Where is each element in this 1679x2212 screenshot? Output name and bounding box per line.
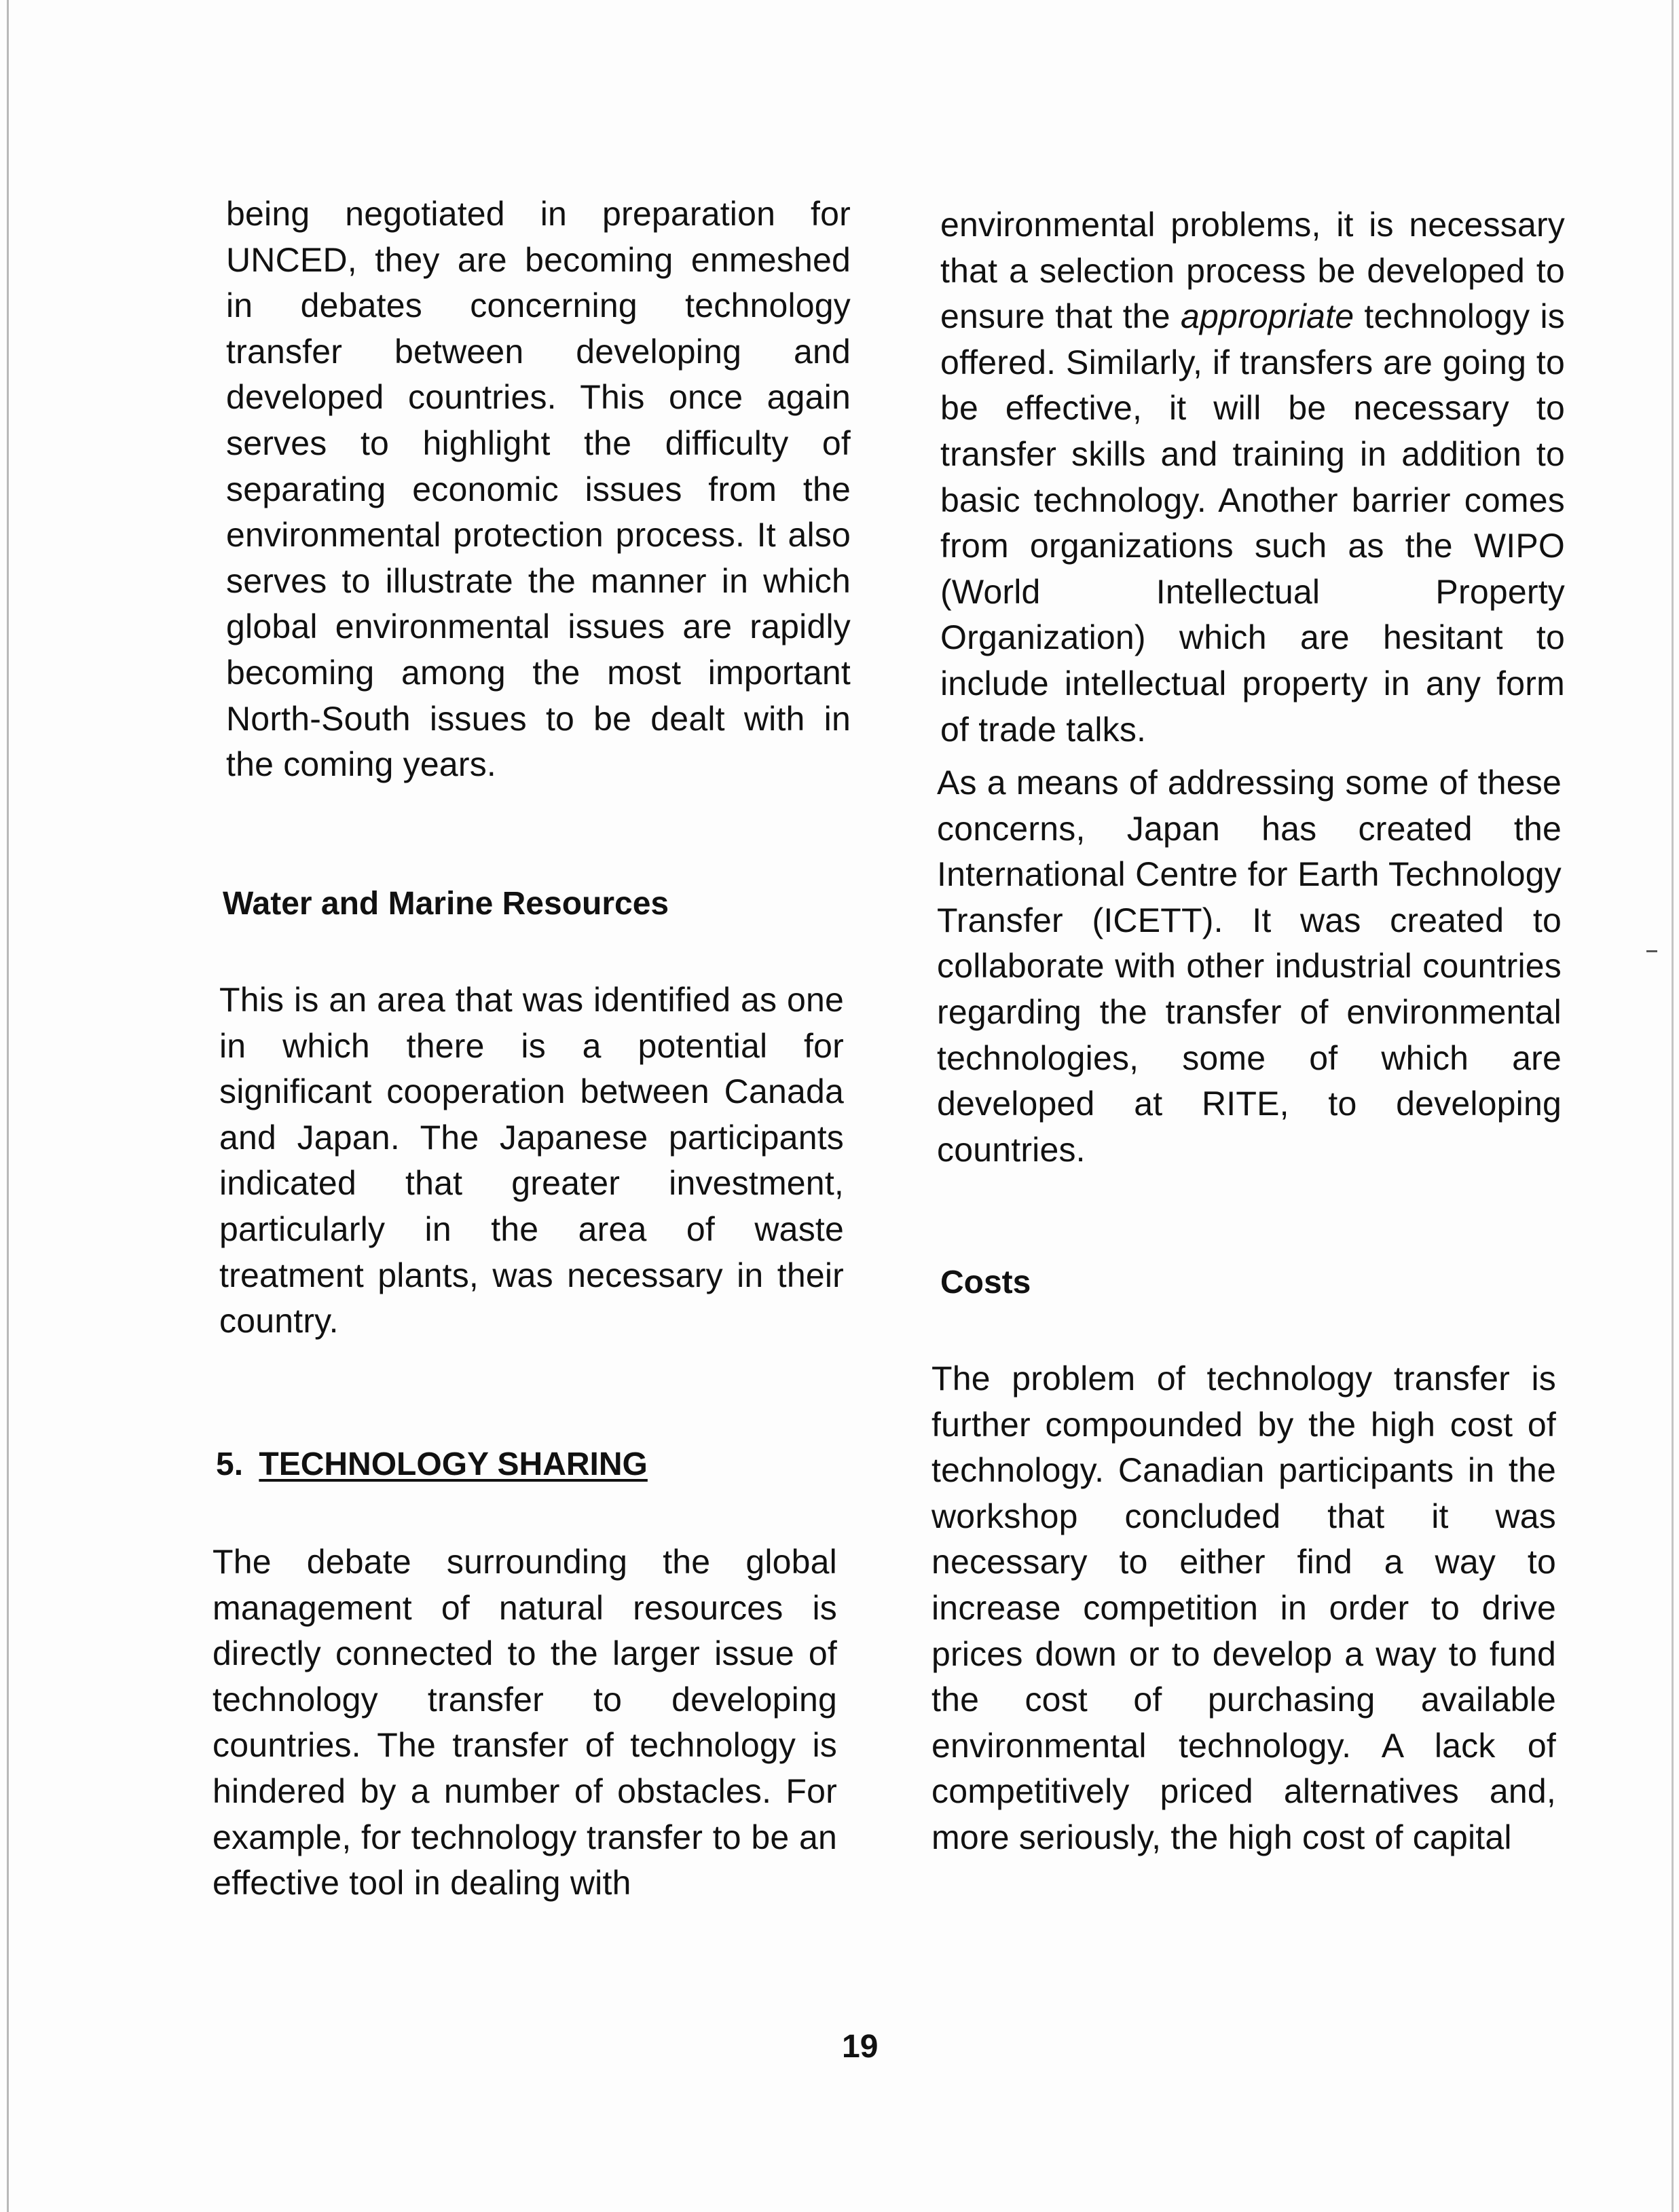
- section-heading-technology-sharing: [216, 1446, 648, 1483]
- right-paragraph-1-start: environmental problems, it is necessary that a selection process be developed to ensure that the: [940, 206, 1565, 336]
- heading-water-marine-resources: Water and Marine Resources: [223, 886, 669, 922]
- left-paragraph-technology-debate: The debate surrounding the global management of natural resources is directly connected to the larger issue of technology transfer to developing countries. The transfer of technology is hindered by a number of obstacles. For example, for technology transfer to be an effective tool in dealing with: [213, 1543, 837, 1902]
- right-paragraph-selection-process: [940, 202, 1565, 753]
- right-paragraph-1-emphasis: appropriate: [1181, 297, 1354, 336]
- left-paragraph-unced: being negotiated in preparation for UNCED, they are becoming enmeshed in debates concerning technology transfer between developing and developed countries. This once again serves to highlight the difficulty of separating economic issues from the environmental protection process. It also serves to illustrate the manner in which global environmental issues are rapidly becoming among the most important North-South issues to be dealt with in the coming years.: [226, 195, 851, 784]
- scan-mark: [1646, 950, 1657, 952]
- right-paragraph-icett: As a means of addressing some of these concerns, Japan has created the International Centre for Earth Technology Transfer (ICETT). It was created to collaborate with other industrial countries regarding the transfer of environmental technologies, some of which are developed at RITE, to developing countries.: [937, 764, 1562, 1169]
- section-title: TECHNOLOGY SHARING: [259, 1446, 648, 1482]
- heading-costs: Costs: [940, 1264, 1031, 1300]
- right-paragraph-1-end: technology is offered. Similarly, if transfers are going to be effective, it will be necessary to transfer skills and training in addition to basic technology. Another barrier comes from organizations such as the WIPO (World Intellectual Property Organization) which are hesitant to include intellectual property in any form of trade talks.: [940, 297, 1565, 749]
- right-paragraph-costs: The problem of technology transfer is further compounded by the high cost of technology. Canadian participants in the workshop concluded that it was necessary to either find a way to increase competition in order to drive prices down or to develop a way to fund the cost of purchasing available environmental technology. A lack of competitively priced alternatives and, more seriously, the high cost of capital: [931, 1360, 1556, 1856]
- section-number: 5.: [216, 1446, 244, 1482]
- scan-right-edge: [1672, 0, 1674, 2212]
- page-number: 19: [842, 2029, 879, 2065]
- scan-left-edge: [7, 0, 9, 2212]
- left-paragraph-water: This is an area that was identified as one in which there is a potential for significant cooperation between Canada and Japan. The Japanese participants indicated that greater investment, particularly in the area of waste treatment plants, was necessary in their country.: [219, 981, 844, 1341]
